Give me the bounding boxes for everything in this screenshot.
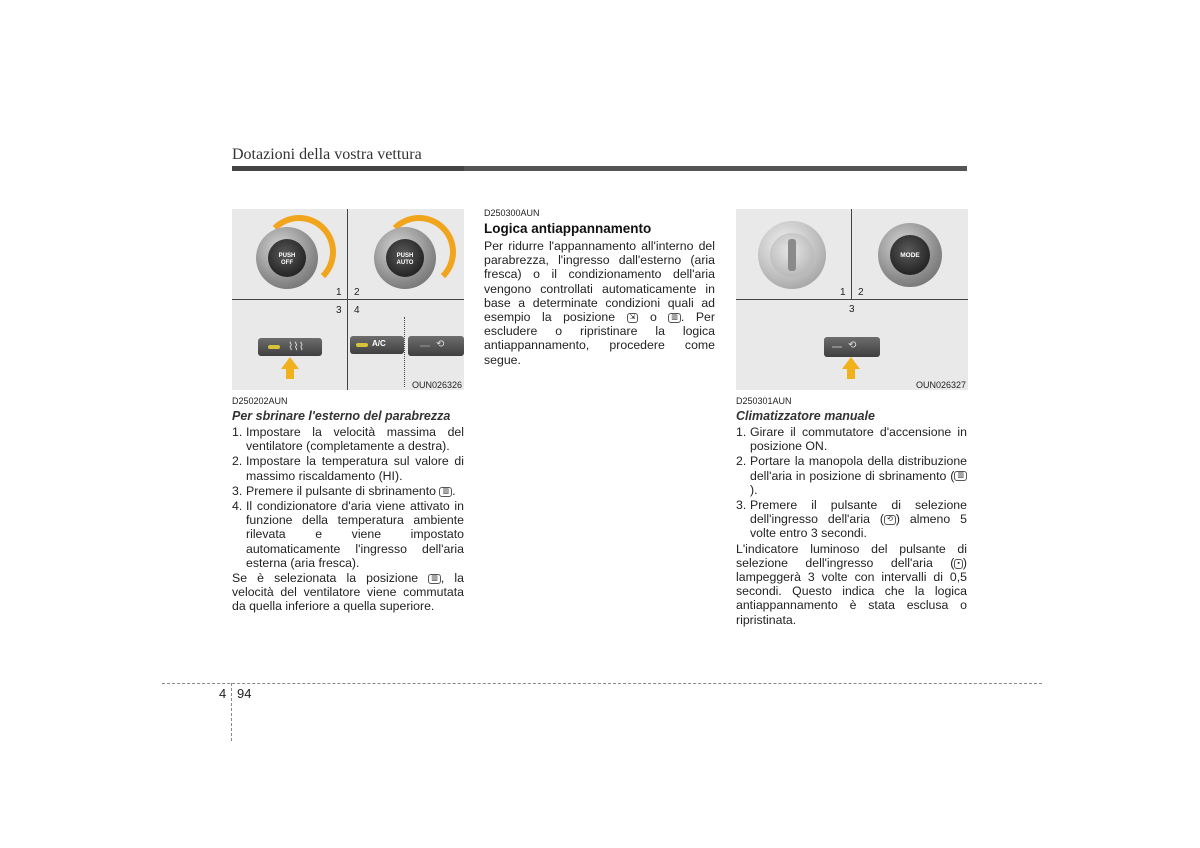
section-subheading: Climatizzatore manuale	[736, 409, 875, 423]
section-heading: Logica antiappannamento	[484, 221, 652, 236]
knob-push-label: PUSH	[396, 253, 414, 259]
section-number: 4	[219, 686, 227, 701]
page-header-title: Dotazioni della vostra vettura	[232, 146, 422, 163]
figure-code: OUN026326	[411, 380, 462, 390]
list-item: 4. Il condizionatore d'aria viene attivato in funzione della temperatura ambiente rilevata e viene impostato automaticamente l'ingresso dell'aria esterna (aria fresca).	[232, 499, 464, 570]
callout-1: 1	[336, 287, 342, 298]
paragraph: Se è selezionata la posizione ▥ , la velocità del ventilatore viene commutata da quella inferiore a quella superiore.	[232, 571, 464, 614]
manual-climate-instructions	[736, 425, 967, 627]
defog-logic-paragraph: Per ridurre l'appannamento all'interno del parabrezza, l'ingresso dall'esterno (aria fresca) o il condizionamento dell'aria vengono controllati automaticamente in base a determinate condizioni quali ad esempio la posizione ⇲ o ▥ . Per escludere o ripristinare la logica antiappannamento, procedere come segue.	[484, 239, 715, 367]
ac-label: A/C	[372, 339, 386, 348]
key-icon	[788, 239, 796, 271]
knob-push-label: PUSH	[278, 253, 296, 259]
page-number: 94	[237, 686, 252, 701]
press-arrow-icon	[281, 357, 299, 369]
list-item: 2. Impostare la temperatura sul valore di massimo riscaldamento (HI).	[232, 454, 464, 483]
section-code: D250301AUN	[736, 396, 792, 406]
mode-label: MODE	[900, 252, 920, 259]
figure-dotted-divider	[404, 317, 405, 387]
list-item: 1. Girare il commutatore d'accensione in posizione ON.	[736, 425, 967, 454]
callout-2: 2	[354, 287, 360, 298]
section-subheading: Per sbrinare l'esterno del parabrezza	[232, 409, 451, 423]
indicator-icon: ▪	[954, 559, 962, 569]
callout-4: 4	[354, 305, 360, 316]
knob-off-label: OFF	[281, 260, 293, 266]
recirculation-icon: ⟲	[884, 515, 896, 525]
indicator-led	[832, 346, 842, 348]
section-code: D250300AUN	[484, 208, 540, 218]
press-arrow-icon	[842, 357, 860, 369]
callout-3: 3	[849, 304, 855, 315]
list-item: 3. Premere il pulsante di sbrinamento ▥ .	[232, 483, 456, 498]
air-intake-button	[824, 337, 880, 357]
press-arrow-stem	[847, 369, 855, 379]
knob-auto-label: AUTO	[396, 260, 414, 266]
defrost-icon: ▥	[668, 313, 681, 323]
section-code: D250202AUN	[232, 396, 288, 406]
indicator-led	[420, 345, 430, 347]
callout-2: 2	[858, 287, 864, 298]
defrost-icon: ▥	[428, 574, 441, 584]
defrost-controls-figure	[232, 209, 464, 390]
callout-3: 3	[336, 305, 342, 316]
paragraph: L'indicatore luminoso del pulsante di selezione dell'ingresso dell'aria ( ▪ ) lampeggerà 3 volte con intervalli di 0,5 secondi. Questo indica che la logica antiappannamento è stata esclusa o ripristinata.	[736, 541, 967, 627]
list-item: 2. Portare la manopola della distribuzione dell'aria in posizione di sbrinamento ( ▥).	[736, 454, 967, 497]
footer-rule	[162, 683, 1042, 684]
front-defrost-button	[258, 338, 322, 356]
figure-divider-horizontal	[736, 299, 968, 300]
header-rule-accent	[232, 166, 464, 171]
list-item: 1. Impostare la velocità massima del ventilatore (completamente a destra).	[232, 425, 464, 454]
defrost-icon: ▥	[954, 471, 967, 481]
footer-vertical-rule	[231, 683, 232, 741]
recirculation-icon: ⟲	[848, 340, 857, 351]
figure-divider-horizontal	[232, 299, 464, 300]
list-item: 3. Premere il pulsante di selezione dell'ingresso dell'aria ( ⟲ ) almeno 5 volte entro 3 secondi.	[736, 498, 967, 541]
defrost-icon: ⌇⌇⌇	[288, 341, 305, 353]
press-arrow-stem	[286, 369, 294, 379]
indicator-led	[356, 343, 368, 347]
air-intake-button	[408, 336, 464, 356]
manual-climate-figure	[736, 209, 968, 390]
floor-defrost-icon: ⇲	[627, 313, 639, 323]
ac-button	[350, 336, 404, 354]
figure-divider-vertical	[851, 209, 852, 299]
indicator-led	[268, 345, 280, 349]
figure-code: OUN026327	[915, 380, 966, 390]
recirculation-icon: ⟲	[436, 339, 445, 350]
defrost-instructions	[232, 425, 464, 614]
callout-1: 1	[840, 287, 846, 298]
defrost-icon: ▥	[439, 487, 452, 497]
